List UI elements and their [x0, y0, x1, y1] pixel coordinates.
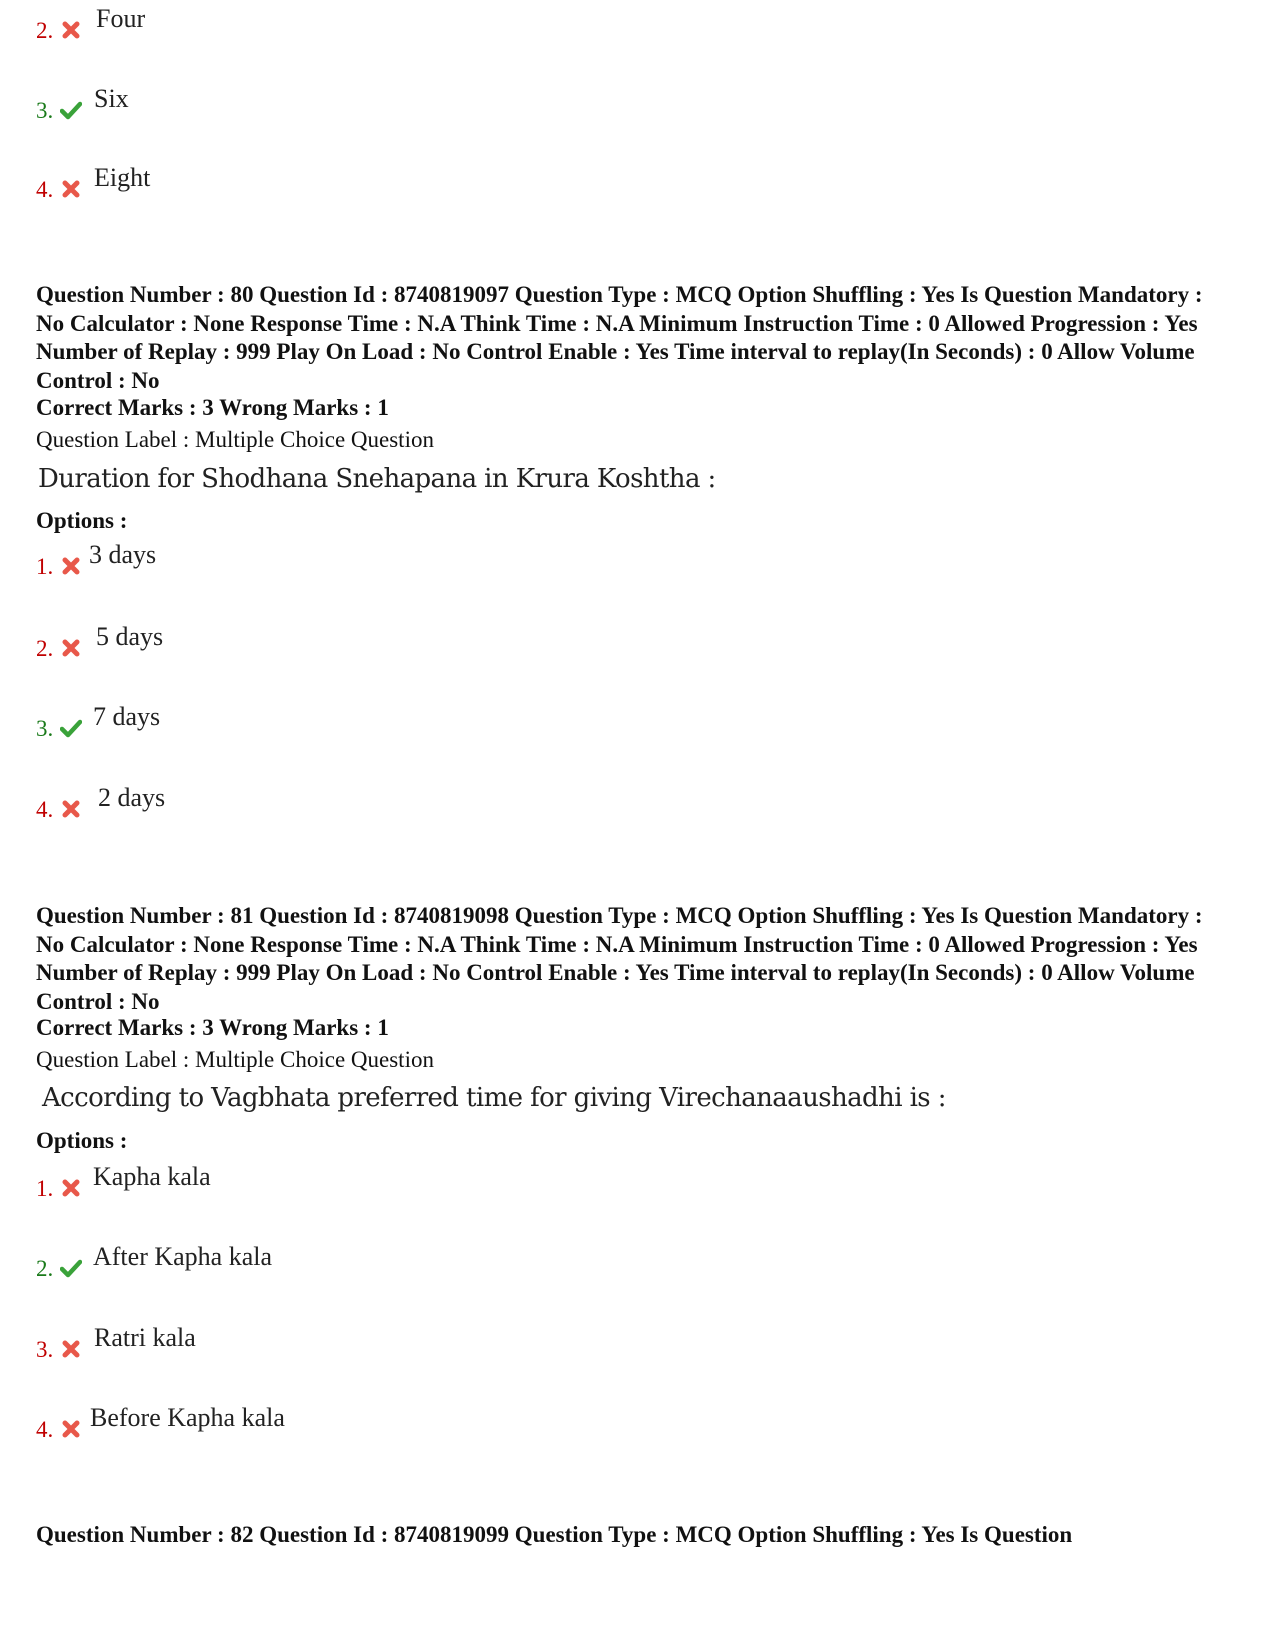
option-number: 4.: [36, 1417, 54, 1442]
option-item: [36, 540, 636, 580]
option-number: 3.: [36, 716, 54, 741]
cross-icon: [60, 799, 82, 819]
question-meta: Question Number : 80 Question Id : 8740819097 Question Type : MCQ Option Shuffling : Yes Is Question Mandatory : No Calculator : None Response Time : N.A Think Time : N.A Minimum Instruction Time : 0 Allowed Progression : Yes Number of Replay : 999 Play On Load : No Control Enable : Yes Time interval to replay(In Seconds) : 0 Allow Volume Control : No: [36, 282, 1203, 393]
check-icon: [60, 1258, 82, 1278]
option-number: 3.: [36, 98, 54, 123]
option-text: 5 days: [96, 622, 164, 651]
option-item: [36, 702, 636, 742]
question-text: Duration for Shodhana Snehapana in Krura Koshtha :: [38, 464, 716, 494]
option-number: 2.: [36, 1256, 54, 1281]
option-text: 7 days: [93, 702, 161, 731]
option-text: 3 days: [89, 540, 157, 569]
option-text: Before Kapha kala: [90, 1403, 285, 1432]
option-number: 4.: [36, 177, 54, 202]
cross-icon: [60, 556, 82, 576]
cross-icon: [60, 20, 82, 40]
option-item: [36, 1162, 636, 1202]
question-label: Question Label : Multiple Choice Question: [36, 1047, 434, 1072]
question-label: Question Label : Multiple Choice Question: [36, 427, 434, 452]
cross-icon: [60, 1419, 82, 1439]
option-text: Eight: [94, 163, 151, 192]
check-icon: [60, 718, 82, 738]
option-number: 2.: [36, 636, 54, 661]
question-marks: Correct Marks : 3 Wrong Marks : 1: [36, 1015, 389, 1040]
options-heading: Options :: [36, 1128, 128, 1153]
option-text: Kapha kala: [93, 1162, 211, 1191]
option-number: 1.: [36, 1176, 54, 1201]
cross-icon: [60, 638, 82, 658]
check-icon: [60, 100, 82, 120]
question-marks: Correct Marks : 3 Wrong Marks : 1: [36, 395, 389, 420]
option-text: 2 days: [98, 783, 166, 812]
option-number: 4.: [36, 797, 54, 822]
question-text: According to Vagbhata preferred time for giving Virechanaaushadhi is :: [42, 1083, 946, 1113]
option-number: 3.: [36, 1337, 54, 1362]
options-heading: Options :: [36, 508, 128, 533]
cross-icon: [60, 179, 82, 199]
option-text: After Kapha kala: [93, 1242, 273, 1271]
cross-icon: [60, 1178, 82, 1198]
option-item: [36, 622, 636, 662]
option-item: [36, 783, 636, 823]
option-item: [36, 1242, 636, 1282]
option-item: [36, 163, 636, 203]
question-meta: Question Number : 81 Question Id : 8740819098 Question Type : MCQ Option Shuffling : Yes Is Question Mandatory : No Calculator : None Response Time : N.A Think Time : N.A Minimum Instruction Time : 0 Allowed Progression : Yes Number of Replay : 999 Play On Load : No Control Enable : Yes Time interval to replay(In Seconds) : 0 Allow Volume Control : No: [36, 903, 1203, 1014]
option-item: [36, 1323, 636, 1363]
option-number: 2.: [36, 18, 54, 43]
option-number: 1.: [36, 554, 54, 579]
question-meta: Question Number : 82 Question Id : 8740819099 Question Type : MCQ Option Shuffling : Yes Is Question: [36, 1522, 1073, 1547]
option-text: Six: [94, 84, 129, 113]
option-item: [36, 84, 636, 124]
option-item: [36, 4, 636, 44]
option-text: Four: [96, 4, 146, 33]
option-item: [36, 1403, 636, 1443]
option-text: Ratri kala: [94, 1323, 196, 1352]
cross-icon: [60, 1339, 82, 1359]
